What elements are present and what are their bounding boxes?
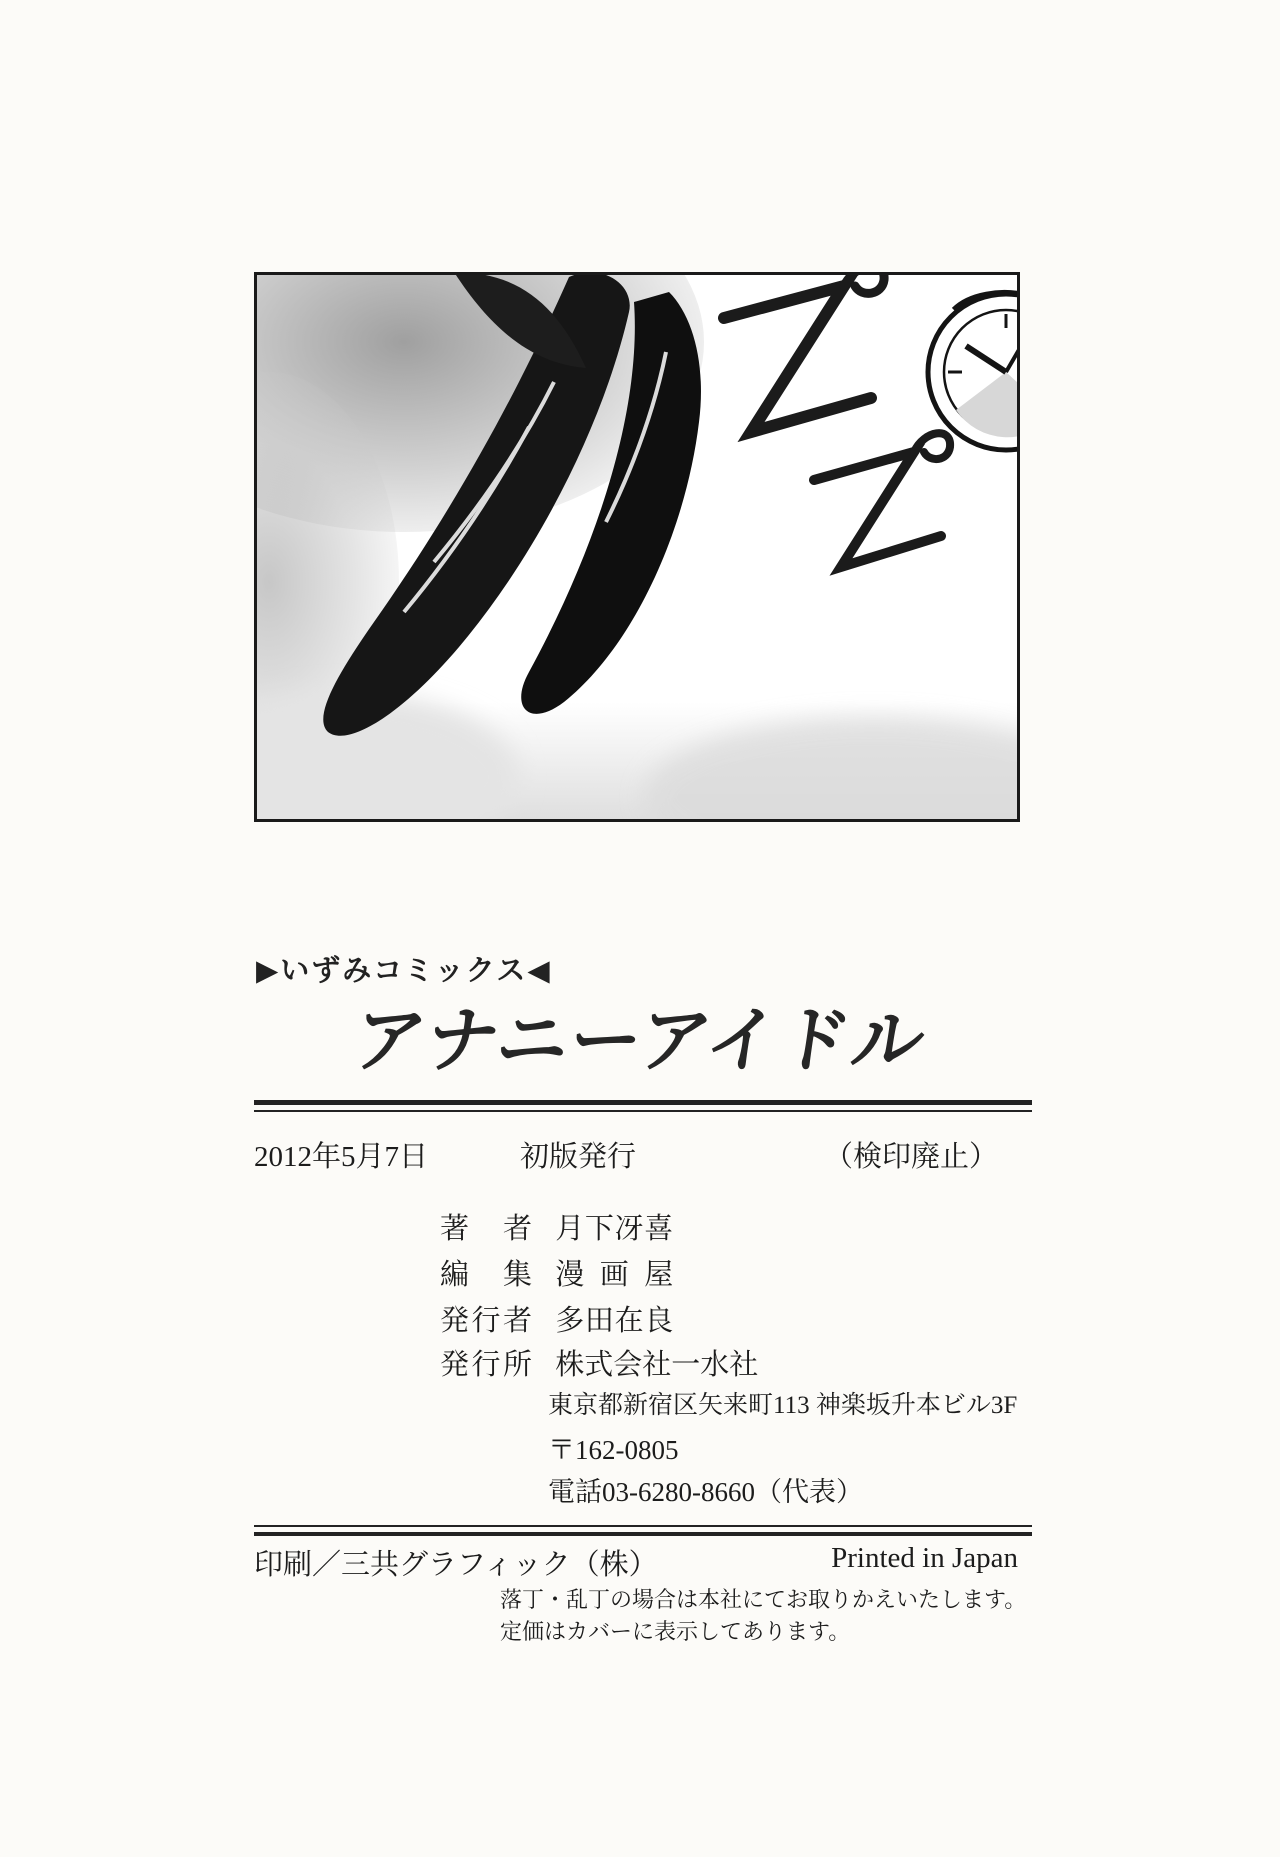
footer-divider-rule bbox=[254, 1525, 1032, 1536]
credit-row-publisher bbox=[440, 1342, 758, 1383]
publication-date: 2012年5月7日 bbox=[254, 1141, 429, 1173]
credit-row-author bbox=[440, 1206, 673, 1247]
credit-name: 多田在良 bbox=[555, 1305, 674, 1337]
edition-row bbox=[254, 1134, 1032, 1174]
credit-role: 編集 bbox=[440, 1259, 532, 1291]
publisher-postal-code: 〒162-0805 bbox=[548, 1435, 679, 1465]
price-on-cover-note: 定価はカバーに表示してあります。 bbox=[500, 1619, 851, 1644]
credit-name: 株式会社一水社 bbox=[555, 1349, 759, 1381]
title-divider-rule bbox=[254, 1100, 1032, 1112]
credit-name: 漫画屋 bbox=[555, 1259, 674, 1291]
credit-row-issuer bbox=[440, 1298, 673, 1339]
book-title: アナニーアイドル bbox=[348, 1001, 931, 1081]
credit-name: 月下冴喜 bbox=[555, 1213, 674, 1245]
defective-copy-note: 落丁・乱丁の場合は本社にてお取りかえいたします。 bbox=[500, 1587, 1027, 1612]
credit-role: 著者 bbox=[440, 1213, 532, 1245]
edition-label: 初版発行 bbox=[520, 1141, 637, 1173]
publisher-street-address: 東京都新宿区矢来町113 神楽坂升本ビル3F bbox=[548, 1392, 1018, 1419]
credit-role: 発行所 bbox=[440, 1349, 532, 1381]
printer-name: 印刷／三共グラフィック（株） bbox=[254, 1549, 658, 1581]
printed-in-japan-label: Printed in Japan bbox=[831, 1542, 1018, 1574]
inspection-stamp-note: （検印廃止） bbox=[824, 1141, 999, 1173]
credit-role: 発行者 bbox=[440, 1305, 532, 1337]
manga-illustration-panel bbox=[254, 272, 1020, 822]
series-label: ▶いずみコミックス◀ bbox=[256, 955, 552, 987]
manga-artwork bbox=[254, 272, 1020, 822]
credit-row-editor bbox=[440, 1252, 673, 1293]
publisher-phone: 電話03-6280-8660（代表） bbox=[548, 1477, 863, 1507]
